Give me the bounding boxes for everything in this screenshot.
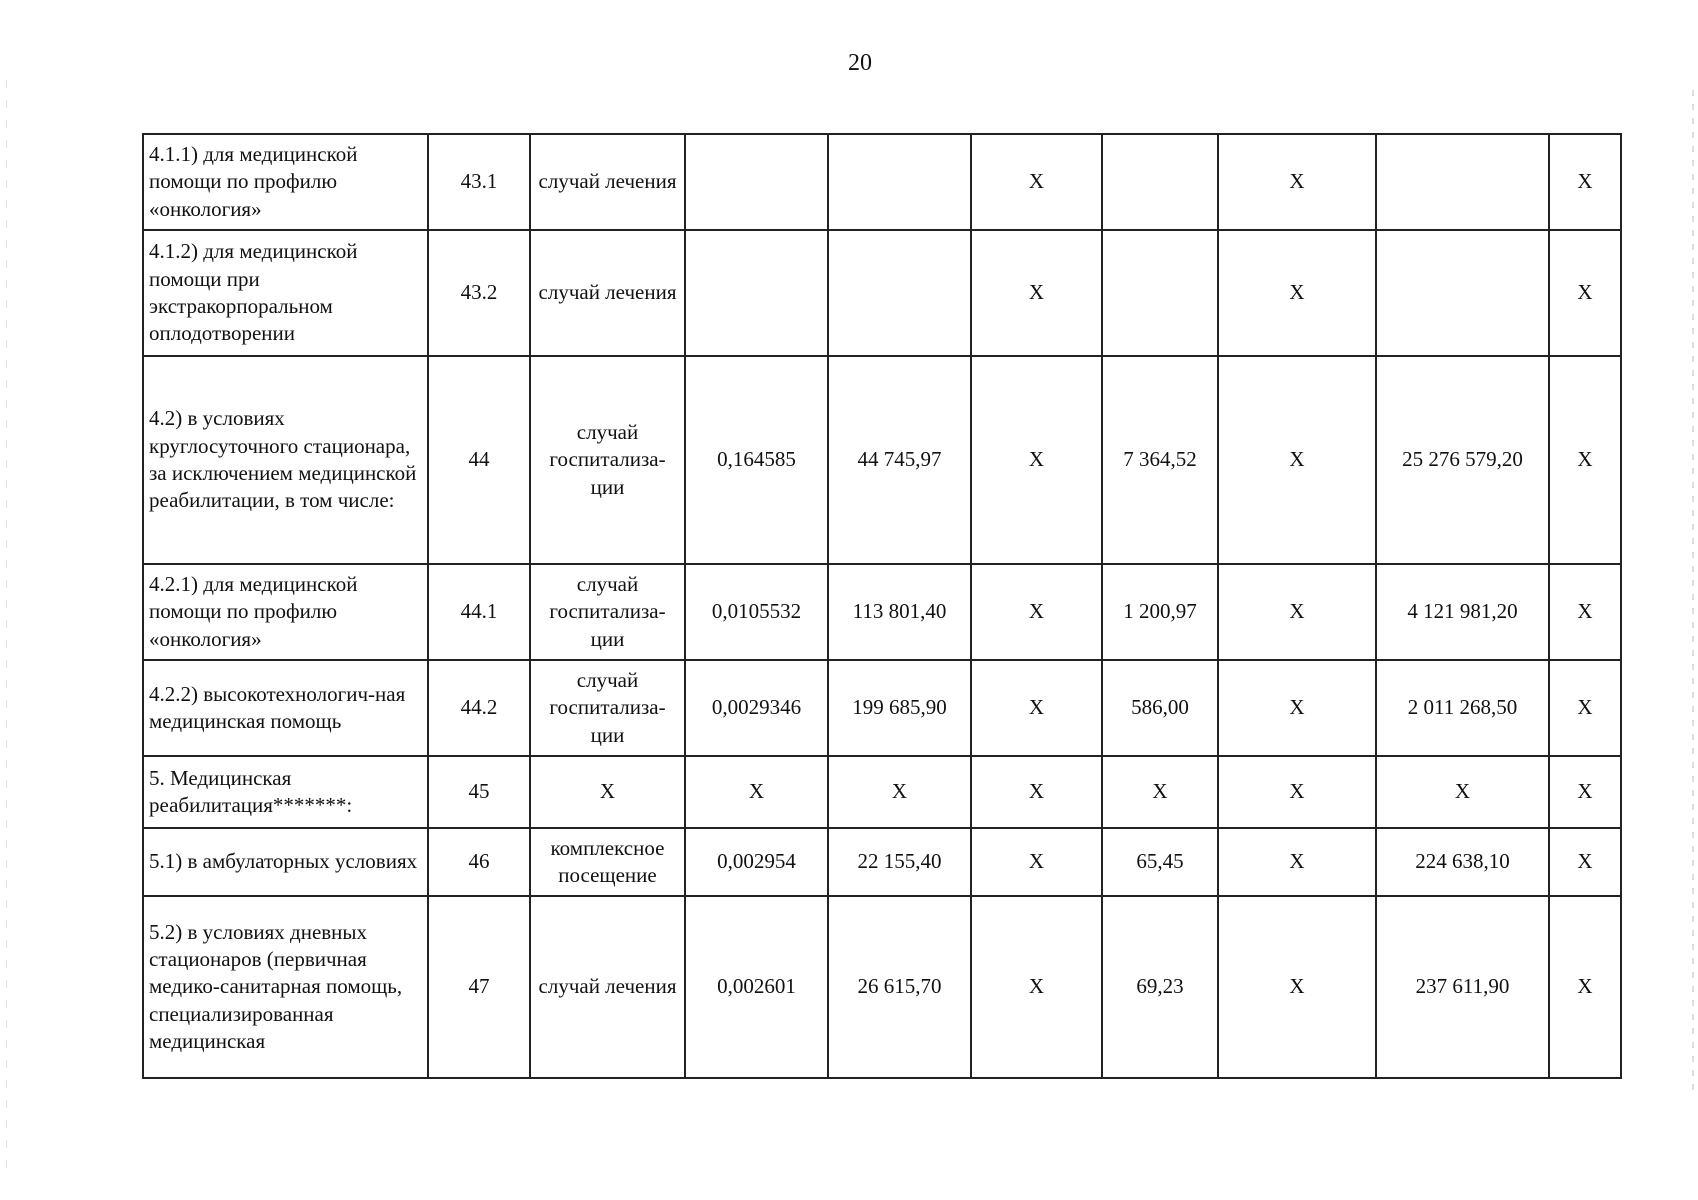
volume-cell [685, 230, 828, 356]
line-number-cell: 43.1 [428, 134, 530, 230]
unit-cell: комплексное посещение [530, 828, 685, 896]
value-cell: X [971, 756, 1102, 828]
row-name-cell: 4.2.2) высокотехнологич-ная медицинская помощь [143, 660, 428, 756]
table-row [143, 828, 1621, 896]
line-number-cell: 47 [428, 896, 530, 1078]
value-cell: X [1218, 564, 1376, 660]
volume-cell: 0,0029346 [685, 660, 828, 756]
page-number: 20 [848, 50, 872, 76]
value-cell: X [1218, 756, 1376, 828]
table-row [143, 230, 1621, 356]
total-cell [1376, 230, 1549, 356]
value-cell: X [971, 230, 1102, 356]
unit-cell: случай госпитализа-ции [530, 356, 685, 564]
value-cell: X [1549, 828, 1621, 896]
value-cell: X [1549, 134, 1621, 230]
row-name-cell: 5. Медицинская реабилитация*******: [143, 756, 428, 828]
total-cell: X [1376, 756, 1549, 828]
value-cell: X [1549, 660, 1621, 756]
value-cell: X [1218, 230, 1376, 356]
per-capita-cell: 69,23 [1102, 896, 1218, 1078]
unit-cell: случай госпитализа-ции [530, 564, 685, 660]
total-cell [1376, 134, 1549, 230]
line-number-cell: 46 [428, 828, 530, 896]
value-cell: X [1549, 230, 1621, 356]
scan-edge-right [1692, 90, 1694, 1090]
value-cell: X [1218, 896, 1376, 1078]
row-name-cell: 5.2) в условиях дневных стационаров (первичная медико-санитарная помощь, специализированная медицинская [143, 896, 428, 1078]
value-cell: X [1549, 756, 1621, 828]
table-row [143, 564, 1621, 660]
cost-cell: 113 801,40 [828, 564, 971, 660]
value-cell: X [1218, 828, 1376, 896]
total-cell: 4 121 981,20 [1376, 564, 1549, 660]
value-cell: X [971, 660, 1102, 756]
value-cell: X [1218, 356, 1376, 564]
line-number-cell: 43.2 [428, 230, 530, 356]
table-row [143, 134, 1621, 230]
value-cell: X [971, 356, 1102, 564]
row-name-cell: 4.1.2) для медицинской помощи при экстракорпоральном оплодотворении [143, 230, 428, 356]
row-name-cell: 4.1.1) для медицинской помощи по профилю «онкология» [143, 134, 428, 230]
value-cell: X [1549, 356, 1621, 564]
table-row [143, 756, 1621, 828]
unit-cell: случай лечения [530, 896, 685, 1078]
per-capita-cell: 65,45 [1102, 828, 1218, 896]
per-capita-cell: 7 364,52 [1102, 356, 1218, 564]
unit-cell: случай лечения [530, 230, 685, 356]
total-cell: 224 638,10 [1376, 828, 1549, 896]
line-number-cell: 45 [428, 756, 530, 828]
value-cell: X [971, 896, 1102, 1078]
cost-cell: 199 685,90 [828, 660, 971, 756]
per-capita-cell: 586,00 [1102, 660, 1218, 756]
volume-cell: 0,0105532 [685, 564, 828, 660]
value-cell: X [1549, 896, 1621, 1078]
cost-cell: X [828, 756, 971, 828]
row-name-cell: 4.2.1) для медицинской помощи по профилю «онкология» [143, 564, 428, 660]
cost-cell: 22 155,40 [828, 828, 971, 896]
per-capita-cell [1102, 134, 1218, 230]
row-name-cell: 5.1) в амбулаторных условиях [143, 828, 428, 896]
cost-cell: 26 615,70 [828, 896, 971, 1078]
total-cell: 2 011 268,50 [1376, 660, 1549, 756]
cost-cell [828, 230, 971, 356]
total-cell: 237 611,90 [1376, 896, 1549, 1078]
volume-cell: 0,002954 [685, 828, 828, 896]
per-capita-cell: X [1102, 756, 1218, 828]
value-cell: X [1218, 134, 1376, 230]
unit-cell: случай лечения [530, 134, 685, 230]
unit-cell: случай госпитализа-ции [530, 660, 685, 756]
line-number-cell: 44 [428, 356, 530, 564]
volume-cell: 0,002601 [685, 896, 828, 1078]
volume-cell: X [685, 756, 828, 828]
line-number-cell: 44.2 [428, 660, 530, 756]
volume-cell [685, 134, 828, 230]
value-cell: X [971, 828, 1102, 896]
cost-cell [828, 134, 971, 230]
value-cell: X [1218, 660, 1376, 756]
per-capita-cell [1102, 230, 1218, 356]
table-row [143, 356, 1621, 564]
table-row [143, 660, 1621, 756]
value-cell: X [1549, 564, 1621, 660]
row-name-cell: 4.2) в условиях круглосуточного стационара, за исключением медицинской реабилитации, в том числе: [143, 356, 428, 564]
table-row [143, 896, 1621, 1078]
total-cell: 25 276 579,20 [1376, 356, 1549, 564]
financing-table [142, 133, 1622, 1079]
scan-edge-left [6, 80, 7, 1180]
cost-cell: 44 745,97 [828, 356, 971, 564]
per-capita-cell: 1 200,97 [1102, 564, 1218, 660]
value-cell: X [971, 134, 1102, 230]
value-cell: X [971, 564, 1102, 660]
unit-cell: X [530, 756, 685, 828]
line-number-cell: 44.1 [428, 564, 530, 660]
volume-cell: 0,164585 [685, 356, 828, 564]
